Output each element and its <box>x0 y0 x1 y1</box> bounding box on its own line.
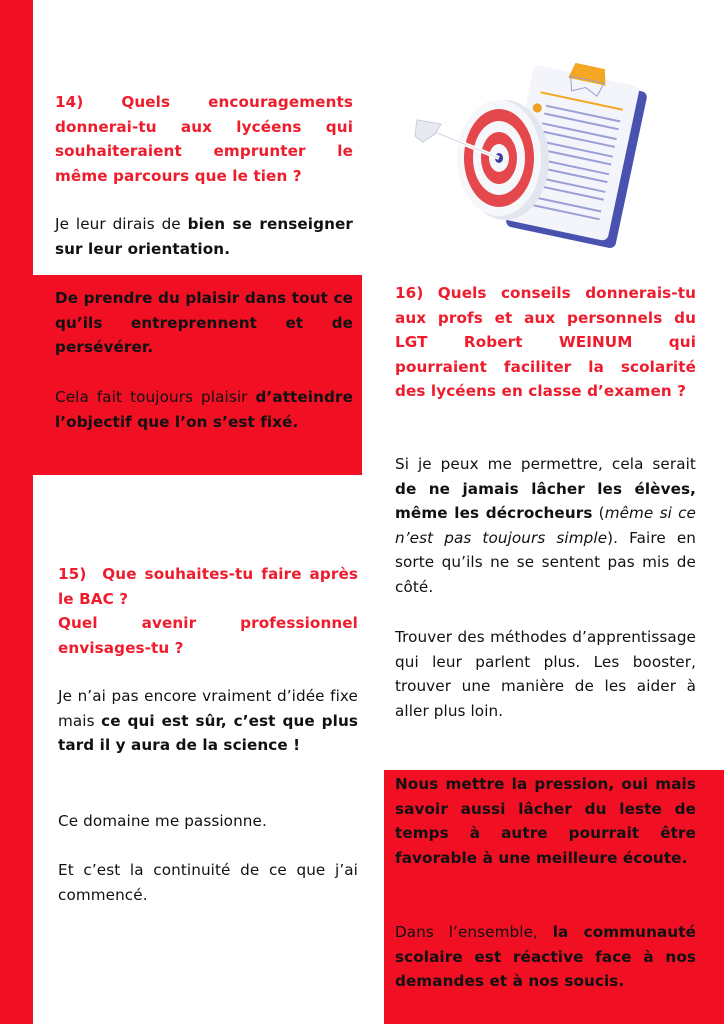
q15-answer-intro: Je n’ai pas encore vraiment d’idée fixe mais <box>58 687 358 730</box>
q16-answer-2 <box>395 625 696 723</box>
q16-answer-italic: même si ce n’est pas toujours simple <box>395 504 696 547</box>
q14-highlight-bold: De prendre du plaisir dans tout ce qu’ils entreprennent et de persévérer. <box>55 289 353 356</box>
q16-answer <box>395 452 696 599</box>
q16-highlight-text <box>395 772 696 870</box>
q16-answer-rest: ). Faire en sorte qu’ils ne se sentent pas mis de côté. <box>395 528 696 596</box>
q15-answer-2 <box>58 809 358 834</box>
q14-highlight-bold2: d’atteindre l’objectif que l’on s’est fixé. <box>55 388 353 431</box>
q15-question-line2: Quel avenir professionnel envisages-tu ? <box>58 614 358 657</box>
q15-answer <box>58 684 358 758</box>
q14-highlight-text <box>55 286 353 360</box>
q16-answer-intro: Si je peux me permettre, cela serait <box>395 455 696 473</box>
q14-question-text: 14) Quels encouragements donnerai-tu aux lycéens qui souhaiteraient emprunter le même parcours que le tien ? <box>55 93 353 185</box>
q16-answer2-text: Trouver des méthodes d’apprentissage qui leur parlent plus. Les booster, trouver une manière de les aider à aller plus loin. <box>395 628 696 720</box>
left-accent-strip <box>0 0 33 1024</box>
q15-question-line1: 15) Que souhaites-tu faire après le BAC ? <box>58 565 364 608</box>
q14-answer-bold: bien se renseigner sur leur orientation. <box>55 215 353 258</box>
q16-highlight-bold2: la communauté scolaire est réactive face à nos demandes et à nos soucis. <box>395 923 696 990</box>
q16-question <box>395 281 696 404</box>
q15-answer-3 <box>58 858 358 907</box>
q14-answer <box>55 212 353 261</box>
q16-answer-paren: ( <box>592 504 605 522</box>
q14-highlight-intro: Cela fait toujours plaisir <box>55 388 256 406</box>
dartboard-shape <box>415 100 549 220</box>
q15-answer2-text: Ce domaine me passionne. <box>58 812 267 830</box>
q14-question <box>55 90 353 188</box>
q14-answer-intro: Je leur dirais de <box>55 215 188 233</box>
q15-question <box>58 562 364 660</box>
q16-answer-bold: de ne jamais lâcher les élèves, même les décrocheurs <box>395 479 696 522</box>
q15-answer3-text: Et c’est la continuité de ce que j’ai commencé. <box>58 861 358 904</box>
q16-highlight-text-2 <box>395 920 696 994</box>
q15-answer-bold: ce qui est sûr, c’est que plus tard il y aura de la science ! <box>58 711 359 754</box>
target-clipboard-icon <box>395 62 665 262</box>
q16-highlight-intro: Dans l’ensemble, <box>395 923 553 941</box>
q16-question-text: 16) Quels conseils donnerais-tu aux profs et aux personnels du LGT Robert WEINUM qui pourraient faciliter la scolarité des lycéens en classe d’examen ? <box>395 284 696 400</box>
q14-highlight-text-2 <box>55 385 353 434</box>
q16-highlight-bold: Nous mettre la pression, oui mais savoir aussi lâcher du leste de temps à autre pourrait être favorable à une meilleure écoute. <box>395 775 696 867</box>
